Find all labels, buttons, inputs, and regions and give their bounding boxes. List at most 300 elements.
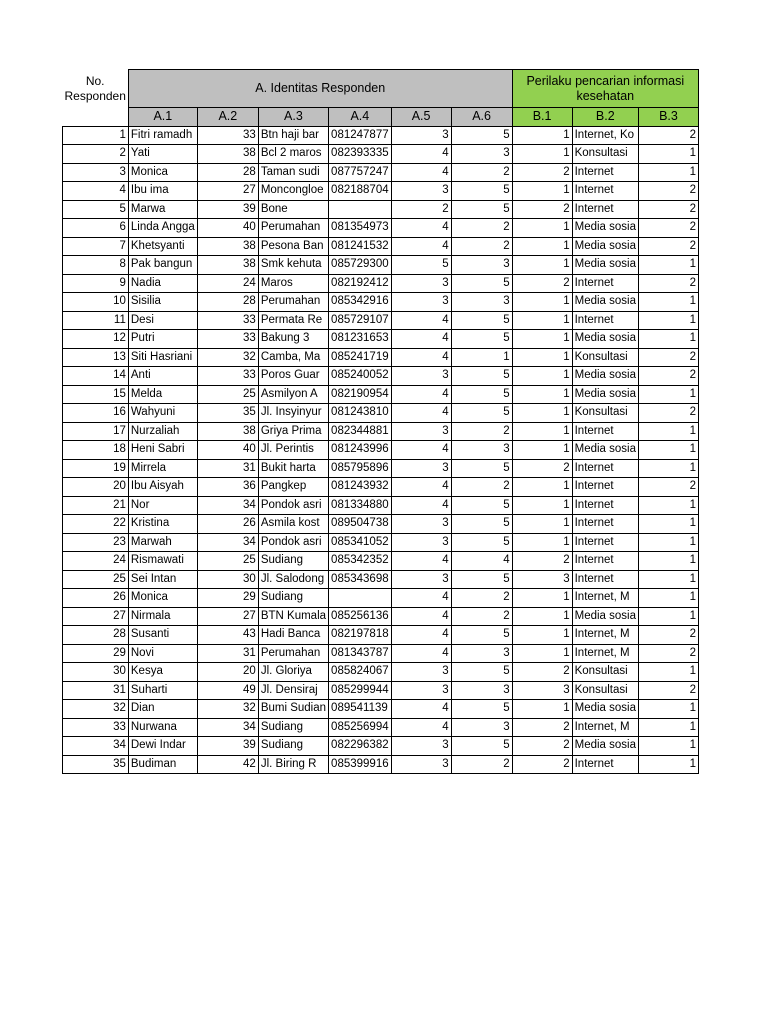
cell-a2[interactable]: 33	[197, 367, 258, 386]
cell-a5[interactable]: 3	[391, 533, 451, 552]
cell-a1[interactable]: Anti	[128, 367, 197, 386]
cell-b2[interactable]: Internet	[572, 570, 638, 589]
cell-a4[interactable]: 085342352	[329, 552, 392, 571]
cell-b1[interactable]: 1	[512, 607, 572, 626]
cell-b2[interactable]: Internet, M	[572, 718, 638, 737]
cell-a1[interactable]: Melda	[128, 385, 197, 404]
cell-a5[interactable]: 2	[391, 200, 451, 219]
cell-a5[interactable]: 4	[391, 385, 451, 404]
cell-a4[interactable]: 082192412	[329, 274, 392, 293]
cell-b2[interactable]: Internet	[572, 478, 638, 497]
cell-a1[interactable]: Desi	[128, 311, 197, 330]
cell-a4[interactable]: 087757247	[329, 163, 392, 182]
column-header-a3[interactable]: A.3	[258, 108, 328, 127]
cell-b1[interactable]: 1	[512, 219, 572, 238]
cell-a2[interactable]: 40	[197, 441, 258, 460]
cell-a2[interactable]: 33	[197, 311, 258, 330]
cell-a6[interactable]: 5	[451, 311, 512, 330]
cell-no[interactable]: 27	[63, 607, 129, 626]
cell-a4[interactable]: 085299944	[329, 681, 392, 700]
cell-a5[interactable]: 4	[391, 219, 451, 238]
cell-b2[interactable]: Media sosia	[572, 256, 638, 275]
cell-b3[interactable]: 2	[638, 237, 698, 256]
cell-b3[interactable]: 1	[638, 311, 698, 330]
cell-a4[interactable]: 082393335	[329, 145, 392, 164]
cell-a1[interactable]: Nurzaliah	[128, 422, 197, 441]
cell-a2[interactable]: 34	[197, 496, 258, 515]
cell-b1[interactable]: 1	[512, 293, 572, 312]
cell-no[interactable]: 23	[63, 533, 129, 552]
cell-b1[interactable]: 3	[512, 681, 572, 700]
cell-a4[interactable]: 081354973	[329, 219, 392, 238]
cell-no[interactable]: 29	[63, 644, 129, 663]
cell-a6[interactable]: 5	[451, 663, 512, 682]
cell-b1[interactable]: 1	[512, 348, 572, 367]
cell-b3[interactable]: 1	[638, 552, 698, 571]
cell-a4[interactable]: 085795896	[329, 459, 392, 478]
cell-a6[interactable]: 2	[451, 237, 512, 256]
cell-a3[interactable]: Perumahan	[258, 293, 328, 312]
cell-b3[interactable]: 1	[638, 589, 698, 608]
cell-no[interactable]: 7	[63, 237, 129, 256]
cell-a3[interactable]: Jl. Perintis	[258, 441, 328, 460]
cell-a2[interactable]: 33	[197, 330, 258, 349]
cell-a4[interactable]: 085729107	[329, 311, 392, 330]
cell-b3[interactable]: 2	[638, 626, 698, 645]
cell-a1[interactable]: Nor	[128, 496, 197, 515]
cell-b2[interactable]: Konsultasi	[572, 145, 638, 164]
cell-b1[interactable]: 2	[512, 663, 572, 682]
cell-a3[interactable]: Jl. Gloriya	[258, 663, 328, 682]
cell-a3[interactable]: Griya Prima	[258, 422, 328, 441]
cell-b1[interactable]: 1	[512, 515, 572, 534]
cell-no[interactable]: 20	[63, 478, 129, 497]
cell-no[interactable]: 35	[63, 755, 129, 774]
cell-no[interactable]: 15	[63, 385, 129, 404]
cell-a5[interactable]: 3	[391, 422, 451, 441]
cell-a4[interactable]: 085729300	[329, 256, 392, 275]
cell-b2[interactable]: Internet, M	[572, 626, 638, 645]
cell-b2[interactable]: Internet	[572, 163, 638, 182]
cell-a6[interactable]: 2	[451, 755, 512, 774]
cell-b2[interactable]: Internet	[572, 755, 638, 774]
cell-a5[interactable]: 3	[391, 459, 451, 478]
cell-b1[interactable]: 1	[512, 330, 572, 349]
cell-b1[interactable]: 1	[512, 126, 572, 145]
cell-b2[interactable]: Media sosia	[572, 219, 638, 238]
cell-b1[interactable]: 1	[512, 404, 572, 423]
cell-b2[interactable]: Konsultasi	[572, 663, 638, 682]
cell-a6[interactable]: 5	[451, 737, 512, 756]
cell-b1[interactable]: 2	[512, 718, 572, 737]
cell-a4[interactable]: 085240052	[329, 367, 392, 386]
cell-a3[interactable]: Taman sudi	[258, 163, 328, 182]
cell-a6[interactable]: 5	[451, 274, 512, 293]
cell-a2[interactable]: 28	[197, 163, 258, 182]
cell-b1[interactable]: 1	[512, 644, 572, 663]
cell-b2[interactable]: Konsultasi	[572, 681, 638, 700]
cell-a5[interactable]: 4	[391, 607, 451, 626]
cell-a6[interactable]: 5	[451, 626, 512, 645]
cell-a6[interactable]: 3	[451, 256, 512, 275]
cell-b1[interactable]: 1	[512, 441, 572, 460]
cell-a1[interactable]: Sei Intan	[128, 570, 197, 589]
column-header-a5[interactable]: A.5	[391, 108, 451, 127]
cell-b3[interactable]: 1	[638, 755, 698, 774]
cell-a1[interactable]: Nirmala	[128, 607, 197, 626]
cell-a6[interactable]: 3	[451, 145, 512, 164]
cell-no[interactable]: 16	[63, 404, 129, 423]
cell-a2[interactable]: 31	[197, 459, 258, 478]
cell-b2[interactable]: Internet	[572, 274, 638, 293]
cell-no[interactable]: 28	[63, 626, 129, 645]
cell-a3[interactable]: BTN Kumala	[258, 607, 328, 626]
cell-a3[interactable]: Maros	[258, 274, 328, 293]
cell-a1[interactable]: Marwa	[128, 200, 197, 219]
cell-a5[interactable]: 4	[391, 478, 451, 497]
cell-b2[interactable]: Internet, M	[572, 589, 638, 608]
cell-a1[interactable]: Ibu Aisyah	[128, 478, 197, 497]
cell-a3[interactable]: Asmila kost	[258, 515, 328, 534]
cell-a3[interactable]: Sudiang	[258, 589, 328, 608]
cell-a6[interactable]: 2	[451, 607, 512, 626]
cell-a4[interactable]: 081334880	[329, 496, 392, 515]
cell-a2[interactable]: 34	[197, 718, 258, 737]
column-header-a4[interactable]: A.4	[329, 108, 392, 127]
cell-b1[interactable]: 1	[512, 478, 572, 497]
cell-b2[interactable]: Internet	[572, 533, 638, 552]
cell-a5[interactable]: 3	[391, 367, 451, 386]
cell-a6[interactable]: 5	[451, 385, 512, 404]
cell-a5[interactable]: 4	[391, 441, 451, 460]
cell-a3[interactable]: Sudiang	[258, 718, 328, 737]
cell-a4[interactable]: 089541139	[329, 700, 392, 719]
cell-a1[interactable]: Dian	[128, 700, 197, 719]
cell-a2[interactable]: 28	[197, 293, 258, 312]
cell-a1[interactable]: Sisilia	[128, 293, 197, 312]
cell-b2[interactable]: Internet	[572, 422, 638, 441]
cell-b3[interactable]: 1	[638, 533, 698, 552]
cell-a5[interactable]: 4	[391, 163, 451, 182]
cell-b3[interactable]: 2	[638, 219, 698, 238]
cell-a4[interactable]: 085342916	[329, 293, 392, 312]
cell-a5[interactable]: 3	[391, 126, 451, 145]
cell-a3[interactable]: Btn haji bar	[258, 126, 328, 145]
cell-a3[interactable]: Perumahan	[258, 219, 328, 238]
cell-a5[interactable]: 4	[391, 145, 451, 164]
cell-b1[interactable]: 1	[512, 182, 572, 201]
cell-a2[interactable]: 31	[197, 644, 258, 663]
cell-b1[interactable]: 1	[512, 626, 572, 645]
cell-a5[interactable]: 3	[391, 681, 451, 700]
cell-a6[interactable]: 5	[451, 496, 512, 515]
cell-b2[interactable]: Media sosia	[572, 607, 638, 626]
cell-no[interactable]: 31	[63, 681, 129, 700]
cell-a5[interactable]: 4	[391, 552, 451, 571]
cell-a3[interactable]: Jl. Densiraj	[258, 681, 328, 700]
cell-a3[interactable]: Bukit harta	[258, 459, 328, 478]
cell-b2[interactable]: Internet, Ko	[572, 126, 638, 145]
cell-b3[interactable]: 1	[638, 441, 698, 460]
cell-a4[interactable]: 081343787	[329, 644, 392, 663]
cell-a3[interactable]: Bcl 2 maros	[258, 145, 328, 164]
cell-a1[interactable]: Rismawati	[128, 552, 197, 571]
cell-a6[interactable]: 5	[451, 404, 512, 423]
cell-no[interactable]: 14	[63, 367, 129, 386]
cell-b3[interactable]: 2	[638, 681, 698, 700]
cell-a3[interactable]: Perumahan	[258, 644, 328, 663]
cell-a6[interactable]: 5	[451, 200, 512, 219]
cell-no[interactable]: 34	[63, 737, 129, 756]
cell-a4[interactable]: 081243996	[329, 441, 392, 460]
cell-a1[interactable]: Monica	[128, 589, 197, 608]
cell-a1[interactable]: Susanti	[128, 626, 197, 645]
cell-a4[interactable]: 085341052	[329, 533, 392, 552]
cell-a3[interactable]: Camba, Ma	[258, 348, 328, 367]
cell-a3[interactable]: Pangkep	[258, 478, 328, 497]
cell-a5[interactable]: 4	[391, 330, 451, 349]
cell-b3[interactable]: 1	[638, 422, 698, 441]
cell-a4[interactable]: 081241532	[329, 237, 392, 256]
cell-a3[interactable]: Permata Re	[258, 311, 328, 330]
cell-a5[interactable]: 3	[391, 663, 451, 682]
column-header-a1[interactable]: A.1	[128, 108, 197, 127]
cell-no[interactable]: 1	[63, 126, 129, 145]
cell-b2[interactable]: Internet	[572, 552, 638, 571]
cell-a6[interactable]: 3	[451, 644, 512, 663]
cell-a4[interactable]: 085343698	[329, 570, 392, 589]
cell-a2[interactable]: 36	[197, 478, 258, 497]
cell-a6[interactable]: 5	[451, 459, 512, 478]
cell-b3[interactable]: 1	[638, 163, 698, 182]
cell-b3[interactable]: 2	[638, 274, 698, 293]
column-header-b3[interactable]: B.3	[638, 108, 698, 127]
cell-a1[interactable]: Monica	[128, 163, 197, 182]
cell-b2[interactable]: Media sosia	[572, 737, 638, 756]
cell-a2[interactable]: 26	[197, 515, 258, 534]
cell-a2[interactable]: 43	[197, 626, 258, 645]
cell-a2[interactable]: 25	[197, 552, 258, 571]
cell-b1[interactable]: 1	[512, 496, 572, 515]
cell-a1[interactable]: Ibu ima	[128, 182, 197, 201]
cell-a2[interactable]: 39	[197, 737, 258, 756]
cell-a1[interactable]: Putri	[128, 330, 197, 349]
cell-a3[interactable]: Jl. Salodong	[258, 570, 328, 589]
cell-no[interactable]: 12	[63, 330, 129, 349]
cell-a4[interactable]: 085256136	[329, 607, 392, 626]
cell-b1[interactable]: 2	[512, 163, 572, 182]
cell-a6[interactable]: 3	[451, 293, 512, 312]
cell-b3[interactable]: 1	[638, 256, 698, 275]
cell-a5[interactable]: 3	[391, 737, 451, 756]
cell-b3[interactable]: 1	[638, 663, 698, 682]
cell-b1[interactable]: 3	[512, 570, 572, 589]
cell-b1[interactable]: 1	[512, 367, 572, 386]
cell-a2[interactable]: 30	[197, 570, 258, 589]
cell-a3[interactable]: Pesona Ban	[258, 237, 328, 256]
cell-a6[interactable]: 5	[451, 126, 512, 145]
cell-no[interactable]: 33	[63, 718, 129, 737]
cell-a5[interactable]: 3	[391, 274, 451, 293]
cell-b2[interactable]: Media sosia	[572, 367, 638, 386]
cell-b2[interactable]: Internet, M	[572, 644, 638, 663]
cell-a3[interactable]: Hadi Banca	[258, 626, 328, 645]
cell-no[interactable]: 26	[63, 589, 129, 608]
cell-a4[interactable]	[329, 589, 392, 608]
cell-a3[interactable]: Smk kehuta	[258, 256, 328, 275]
cell-b1[interactable]: 1	[512, 700, 572, 719]
cell-a5[interactable]: 3	[391, 182, 451, 201]
column-header-a2[interactable]: A.2	[197, 108, 258, 127]
cell-no[interactable]: 5	[63, 200, 129, 219]
cell-b2[interactable]: Konsultasi	[572, 348, 638, 367]
cell-b1[interactable]: 2	[512, 755, 572, 774]
cell-a2[interactable]: 32	[197, 700, 258, 719]
cell-b3[interactable]: 1	[638, 570, 698, 589]
cell-a6[interactable]: 5	[451, 533, 512, 552]
cell-a4[interactable]: 082188704	[329, 182, 392, 201]
cell-a4[interactable]: 089504738	[329, 515, 392, 534]
cell-a3[interactable]: Sudiang	[258, 552, 328, 571]
cell-a2[interactable]: 20	[197, 663, 258, 682]
cell-a1[interactable]: Kesya	[128, 663, 197, 682]
cell-a1[interactable]: Dewi Indar	[128, 737, 197, 756]
cell-no[interactable]: 32	[63, 700, 129, 719]
cell-b3[interactable]: 1	[638, 459, 698, 478]
cell-a5[interactable]: 5	[391, 256, 451, 275]
cell-a2[interactable]: 38	[197, 256, 258, 275]
cell-b2[interactable]: Media sosia	[572, 385, 638, 404]
cell-a1[interactable]: Suharti	[128, 681, 197, 700]
cell-a5[interactable]: 3	[391, 515, 451, 534]
cell-a5[interactable]: 4	[391, 644, 451, 663]
cell-a2[interactable]: 29	[197, 589, 258, 608]
cell-a2[interactable]: 38	[197, 145, 258, 164]
cell-a2[interactable]: 40	[197, 219, 258, 238]
cell-a2[interactable]: 49	[197, 681, 258, 700]
column-header-a6[interactable]: A.6	[451, 108, 512, 127]
cell-a3[interactable]: Bumi Sudian	[258, 700, 328, 719]
cell-a2[interactable]: 27	[197, 607, 258, 626]
cell-no[interactable]: 4	[63, 182, 129, 201]
cell-b2[interactable]: Media sosia	[572, 330, 638, 349]
cell-a2[interactable]: 32	[197, 348, 258, 367]
cell-a1[interactable]: Mirrela	[128, 459, 197, 478]
cell-no[interactable]: 22	[63, 515, 129, 534]
cell-b3[interactable]: 2	[638, 478, 698, 497]
cell-b2[interactable]: Internet	[572, 515, 638, 534]
cell-a5[interactable]: 4	[391, 237, 451, 256]
cell-b1[interactable]: 1	[512, 422, 572, 441]
column-header-b2[interactable]: B.2	[572, 108, 638, 127]
cell-a5[interactable]: 4	[391, 496, 451, 515]
cell-a4[interactable]: 085256994	[329, 718, 392, 737]
cell-b2[interactable]: Media sosia	[572, 237, 638, 256]
cell-no[interactable]: 3	[63, 163, 129, 182]
cell-a1[interactable]: Novi	[128, 644, 197, 663]
cell-a5[interactable]: 4	[391, 700, 451, 719]
cell-a6[interactable]: 2	[451, 219, 512, 238]
cell-a2[interactable]: 42	[197, 755, 258, 774]
cell-a6[interactable]: 5	[451, 700, 512, 719]
cell-a6[interactable]: 2	[451, 589, 512, 608]
cell-a4[interactable]: 085241719	[329, 348, 392, 367]
cell-no[interactable]: 9	[63, 274, 129, 293]
cell-b1[interactable]: 2	[512, 274, 572, 293]
cell-no[interactable]: 2	[63, 145, 129, 164]
cell-a1[interactable]: Siti Hasriani	[128, 348, 197, 367]
cell-no[interactable]: 17	[63, 422, 129, 441]
cell-a4[interactable]: 082296382	[329, 737, 392, 756]
cell-a4[interactable]: 085399916	[329, 755, 392, 774]
cell-b2[interactable]: Internet	[572, 182, 638, 201]
cell-a2[interactable]: 33	[197, 126, 258, 145]
cell-a1[interactable]: Linda Angga	[128, 219, 197, 238]
cell-a5[interactable]: 3	[391, 755, 451, 774]
cell-a6[interactable]: 1	[451, 348, 512, 367]
cell-no[interactable]: 6	[63, 219, 129, 238]
cell-a2[interactable]: 38	[197, 422, 258, 441]
cell-a1[interactable]: Wahyuni	[128, 404, 197, 423]
cell-no[interactable]: 30	[63, 663, 129, 682]
cell-a5[interactable]: 3	[391, 293, 451, 312]
cell-a4[interactable]: 085824067	[329, 663, 392, 682]
cell-a2[interactable]: 39	[197, 200, 258, 219]
cell-a3[interactable]: Moncongloe	[258, 182, 328, 201]
cell-a1[interactable]: Nurwana	[128, 718, 197, 737]
cell-a6[interactable]: 2	[451, 163, 512, 182]
cell-b3[interactable]: 2	[638, 404, 698, 423]
cell-a1[interactable]: Kristina	[128, 515, 197, 534]
cell-a2[interactable]: 25	[197, 385, 258, 404]
cell-b3[interactable]: 1	[638, 385, 698, 404]
cell-b3[interactable]: 1	[638, 330, 698, 349]
cell-b3[interactable]: 1	[638, 515, 698, 534]
cell-no[interactable]: 13	[63, 348, 129, 367]
cell-b2[interactable]: Internet	[572, 311, 638, 330]
cell-a3[interactable]: Sudiang	[258, 737, 328, 756]
cell-a1[interactable]: Nadia	[128, 274, 197, 293]
cell-a4[interactable]: 082344881	[329, 422, 392, 441]
cell-a2[interactable]: 35	[197, 404, 258, 423]
cell-a3[interactable]: Jl. Insyinyur	[258, 404, 328, 423]
cell-a6[interactable]: 5	[451, 570, 512, 589]
cell-b3[interactable]: 1	[638, 496, 698, 515]
cell-b1[interactable]: 1	[512, 311, 572, 330]
cell-no[interactable]: 25	[63, 570, 129, 589]
cell-b2[interactable]: Internet	[572, 200, 638, 219]
cell-a4[interactable]: 082197818	[329, 626, 392, 645]
cell-b3[interactable]: 2	[638, 200, 698, 219]
cell-a3[interactable]: Jl. Biring R	[258, 755, 328, 774]
cell-b3[interactable]: 1	[638, 700, 698, 719]
cell-no[interactable]: 8	[63, 256, 129, 275]
cell-a1[interactable]: Marwah	[128, 533, 197, 552]
cell-no[interactable]: 11	[63, 311, 129, 330]
cell-a5[interactable]: 4	[391, 348, 451, 367]
cell-a1[interactable]: Heni Sabri	[128, 441, 197, 460]
cell-b2[interactable]: Media sosia	[572, 441, 638, 460]
cell-b1[interactable]: 2	[512, 737, 572, 756]
cell-b3[interactable]: 2	[638, 348, 698, 367]
cell-a6[interactable]: 3	[451, 718, 512, 737]
cell-b1[interactable]: 1	[512, 385, 572, 404]
cell-b2[interactable]: Media sosia	[572, 293, 638, 312]
cell-a2[interactable]: 27	[197, 182, 258, 201]
cell-no[interactable]: 21	[63, 496, 129, 515]
cell-no[interactable]: 18	[63, 441, 129, 460]
cell-a1[interactable]: Pak bangun	[128, 256, 197, 275]
